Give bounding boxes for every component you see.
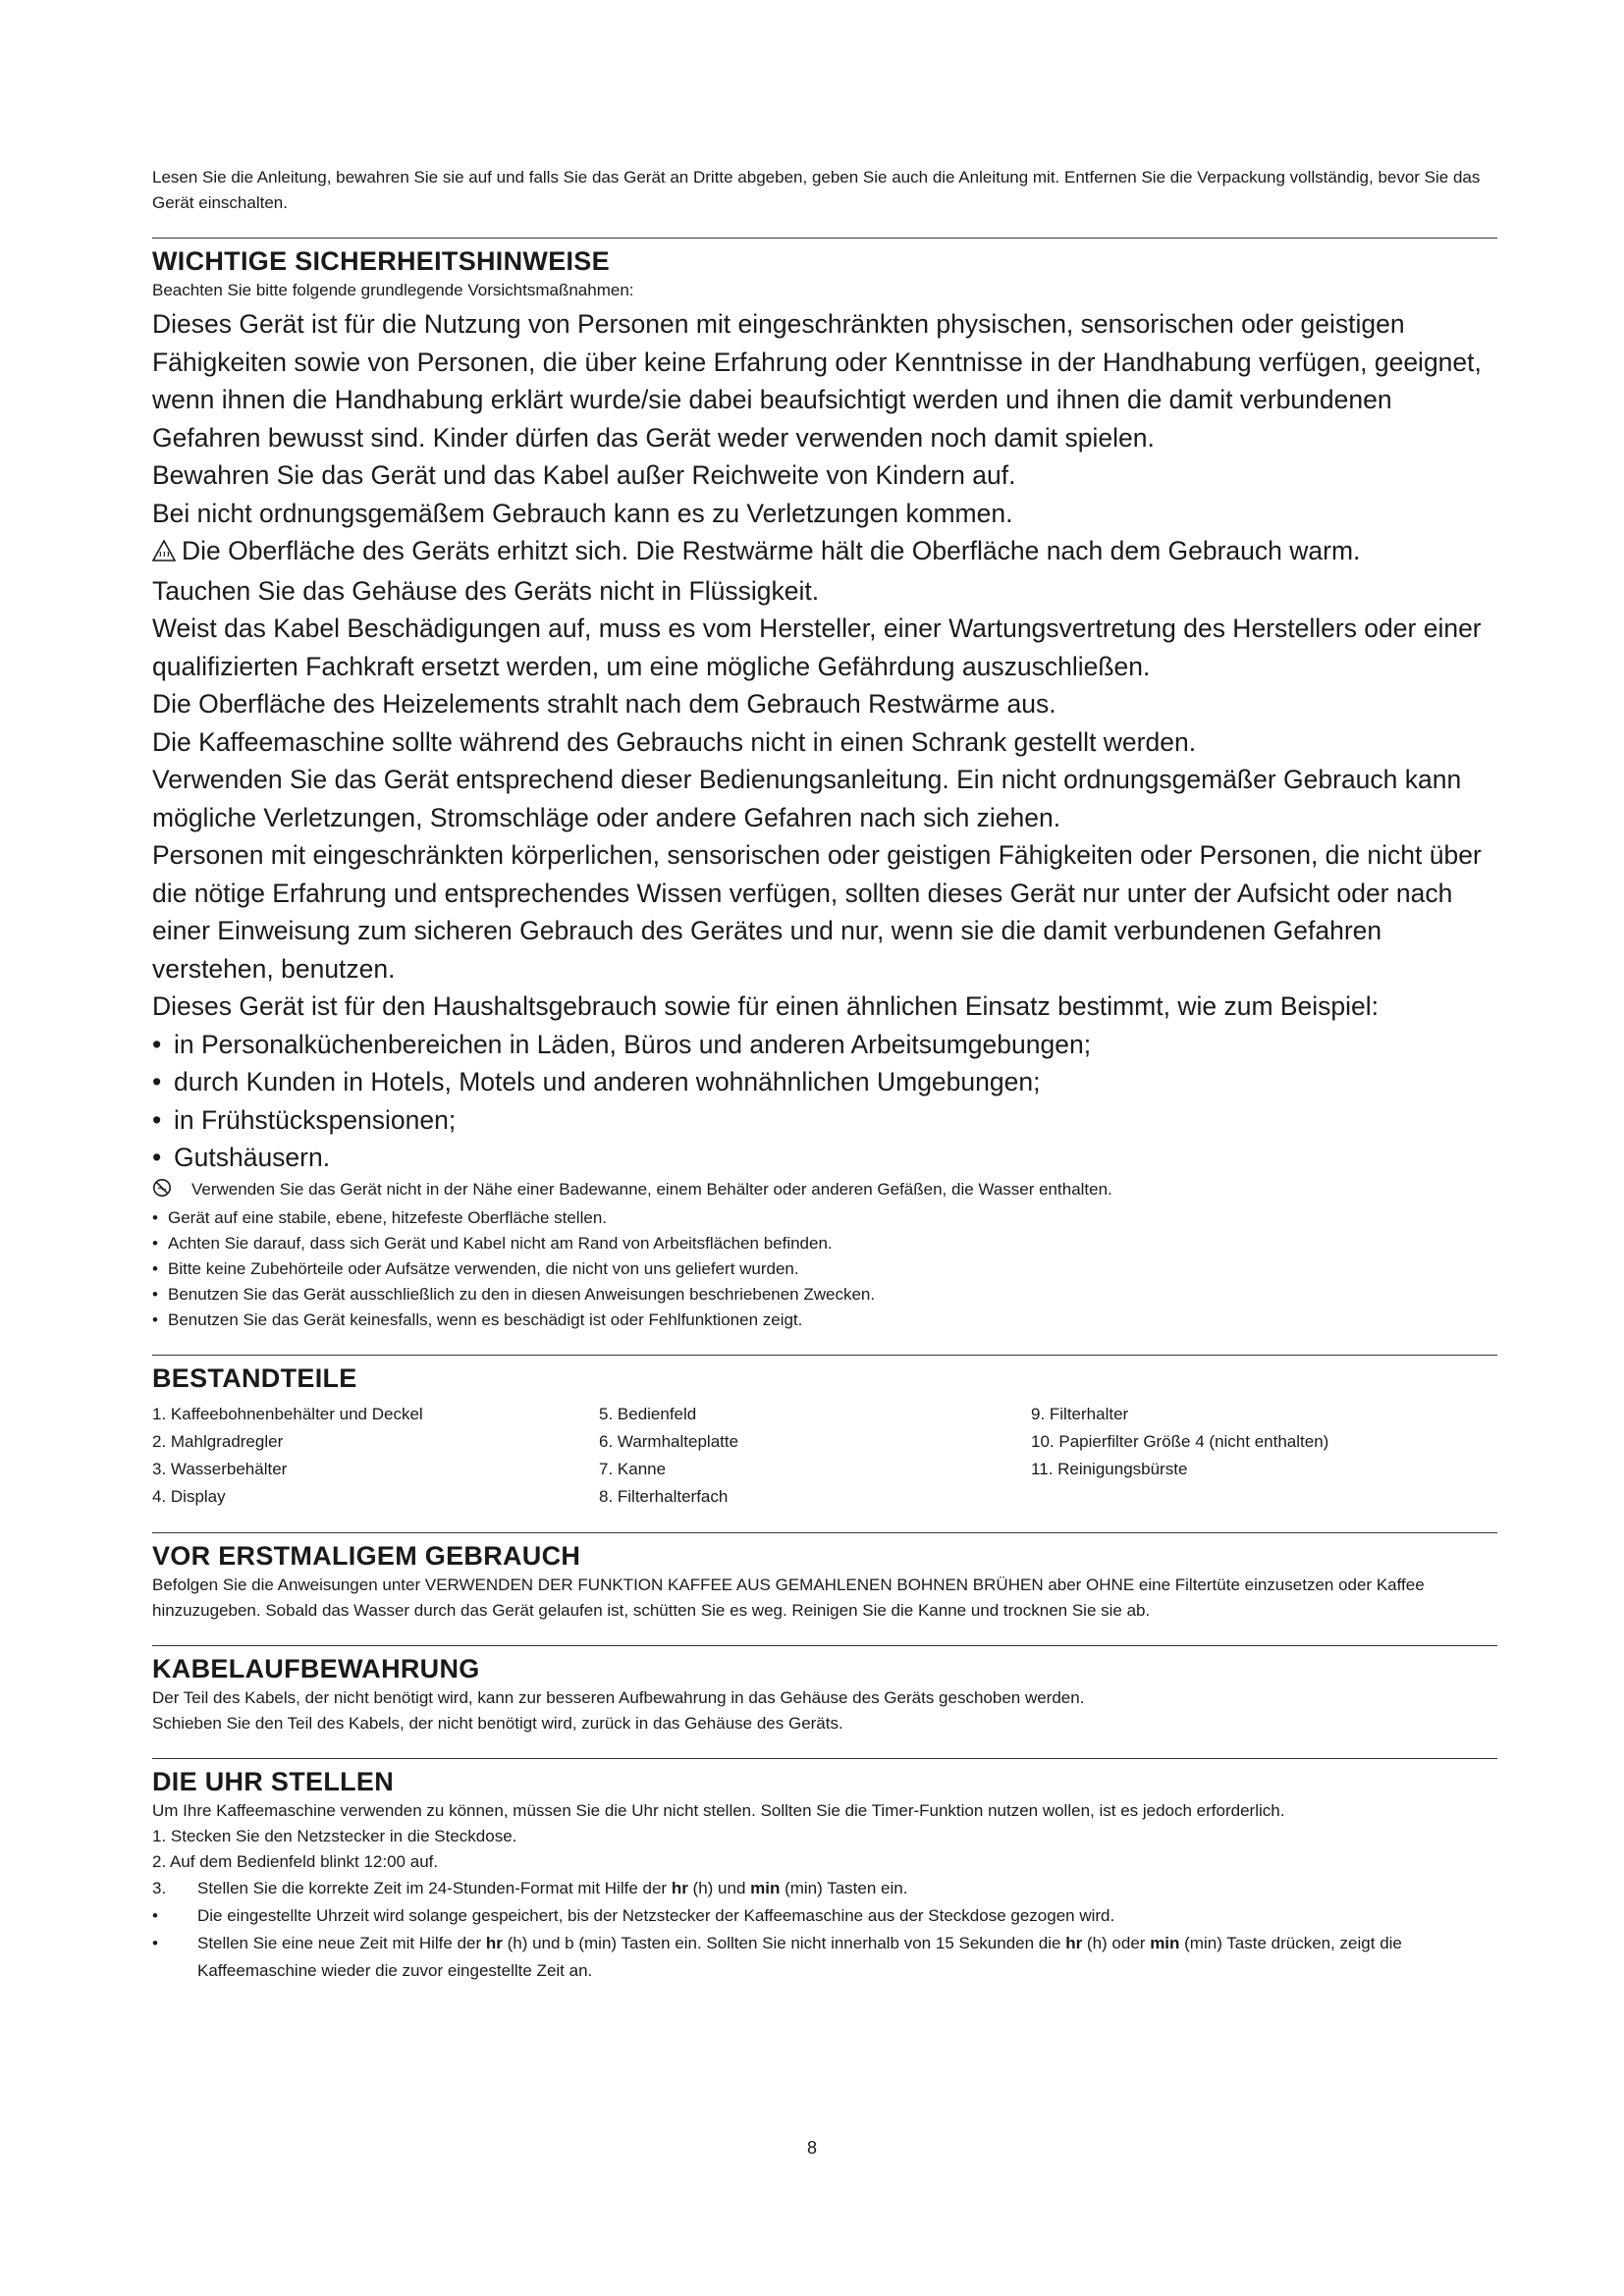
part-item: 10. Papierfilter Größe 4 (nicht enthalten) (1031, 1431, 1329, 1451)
small-list-item: • Benutzen Sie das Gerät ausschließlich zu den in diesen Anweisungen beschriebenen Zwecken. (152, 1282, 1497, 1308)
safety-section (152, 238, 1497, 1333)
bullet: • (152, 1258, 158, 1278)
use-list-item: • Gutshäusern. (152, 1139, 1497, 1177)
part-item: 6. Warmhalteplatte (599, 1431, 739, 1451)
clock-note (152, 1930, 1497, 1985)
hot-surface-warning-icon (152, 534, 182, 572)
clock-note (152, 1902, 1497, 1930)
bullet: • (152, 1207, 158, 1227)
clock-step: 1. Stecken Sie den Netzstecker in die Steckdose. (152, 1826, 517, 1845)
page-number: 8 (806, 2138, 817, 2158)
safety-paragraph: Tauchen Sie das Gehäuse des Geräts nicht in Flüssigkeit. (152, 575, 820, 606)
safety-heading: WICHTIGE SICHERHEITSHINWEISE (152, 246, 610, 276)
step-text: Stellen Sie die korrekte Zeit im 24-Stunden-Format mit Hilfe der hr (h) und min (min) Tasten ein. (197, 1878, 908, 1897)
parts-column-2 (599, 1401, 1031, 1511)
cable-heading: KABELAUFBEWAHRUNG (152, 1653, 480, 1683)
small-list-item: • Bitte keine Zubehörteile oder Aufsätze verwenden, die nicht von uns geliefert wurden. (152, 1256, 1497, 1282)
clock-step (152, 1875, 1497, 1902)
first-use-text: Befolgen Sie die Anweisungen unter VERWENDEN DER FUNKTION KAFFEE AUS GEMAHLENEN BOHNEN BRÜHEN aber OHNE eine Filtertüte einzusetzen oder Kaffee hinzuzugeben. Sobald das Wasser durch das Gerät gelaufen ist, schütten Sie es weg. Reinigen Sie die Kanne und trocknen Sie sie ab. (152, 1575, 1425, 1620)
safety-paragraph: Dieses Gerät ist für die Nutzung von Personen mit eingeschränkten physischen, sensorischen oder geistigen Fähigkeiten sowie von Personen, die über keine Erfahrung oder Kenntnisse in der Handhabung verfügen, geeignet, wenn ihnen die Handhabung erklärt wurde/sie dabei beaufsichtigt werden und ihnen die damit verbundenen Gefahren bewusst sind. Kinder dürfen das Gerät weder verwenden noch damit spielen. (152, 309, 1482, 453)
safety-paragraph-hot-surface (152, 532, 1497, 572)
use-list-item: • in Frühstückspensionen; (152, 1101, 1497, 1140)
bullet: • (152, 1143, 162, 1172)
intro-text: Lesen Sie die Anleitung, bewahren Sie sie auf und falls Sie das Gerät an Dritte abgeben, geben Sie auch die Anleitung mit. Entfernen Sie die Verpackung vollständig, bevor Sie das Gerät einschalten. (152, 168, 1481, 212)
bullet: • (152, 1067, 162, 1096)
part-item: 1. Kaffeebohnenbehälter und Deckel (152, 1404, 423, 1423)
use-list-item: • durch Kunden in Hotels, Motels und anderen wohnähnlichen Umgebungen; (152, 1063, 1497, 1101)
part-item: 9. Filterhalter (1031, 1404, 1129, 1423)
bullet: • (152, 1309, 158, 1329)
part-item: 3. Wasserbehälter (152, 1459, 288, 1478)
small-list-item: • Benutzen Sie das Gerät keinesfalls, wenn es beschädigt ist oder Fehlfunktionen zeigt. (152, 1308, 1497, 1333)
bullet: • (152, 1284, 158, 1304)
clock-intro: Um Ihre Kaffeemaschine verwenden zu können, müssen Sie die Uhr nicht stellen. Sollten Sie die Timer-Funktion nutzen wollen, ist es jedoch erforderlich. (152, 1800, 1285, 1820)
prohibited-water-icon (152, 1178, 191, 1205)
small-list-item: • Achten Sie darauf, dass sich Gerät und Kabel nicht am Rand von Arbeitsflächen befinden. (152, 1231, 1497, 1256)
clock-heading: DIE UHR STELLEN (152, 1766, 395, 1796)
hot-surface-text: Die Oberfläche des Geräts erhitzt sich. Die Restwärme hält die Oberfläche nach dem Gebrauch warm. (182, 536, 1361, 565)
parts-columns (152, 1401, 1497, 1511)
parts-column-1 (152, 1401, 599, 1511)
safety-paragraph: Bewahren Sie das Gerät und das Kabel außer Reichweite von Kindern auf. (152, 460, 1016, 490)
part-item: 7. Kanne (599, 1459, 667, 1478)
use-list-item: • in Personalküchenbereichen in Läden, Büros und anderen Arbeitsumgebungen; (152, 1026, 1497, 1064)
note-text: Stellen Sie eine neue Zeit mit Hilfe der hr (h) und b (min) Tasten ein. Sollten Sie nicht innerhalb von 15 Sekunden die hr (h) oder min (min) Taste drücken, zeigt die Kaffeemaschine wieder die zuvor eingestellte Zeit an. (197, 1933, 1402, 1980)
step-number: 3. (152, 1878, 167, 1897)
cable-section (152, 1645, 1497, 1736)
bullet: • (152, 1905, 158, 1925)
cable-text-1: Der Teil des Kabels, der nicht benötigt wird, kann zur besseren Aufbewahrung in das Gehäuse des Geräts geschoben werden. (152, 1687, 1085, 1707)
water-warning (152, 1177, 1497, 1205)
water-warning-text: Verwenden Sie das Gerät nicht in der Nähe einer Badewanne, einem Behälter oder anderen Gefäßen, die Wasser enthalten. (191, 1179, 1112, 1199)
cable-text-2: Schieben Sie den Teil des Kabels, der nicht benötigt wird, zurück in das Gehäuse des Geräts. (152, 1713, 843, 1733)
bullet: • (152, 1029, 162, 1059)
safety-paragraph: Die Oberfläche des Heizelements strahlt nach dem Gebrauch Restwärme aus. (152, 689, 1056, 719)
safety-paragraph: Verwenden Sie das Gerät entsprechend dieser Bedienungsanleitung. Ein nicht ordnungsgemäßer Gebrauch kann mögliche Verletzungen, Stromschläge oder andere Gefahren nach sich ziehen. (152, 765, 1462, 832)
bullet: • (152, 1933, 158, 1952)
safety-paragraph: Dieses Gerät ist für den Haushaltsgebrauch sowie für einen ähnlichen Einsatz bestimmt, wie zum Beispiel: (152, 991, 1380, 1021)
parts-column-3 (1031, 1401, 1497, 1511)
part-item: 4. Display (152, 1486, 226, 1506)
part-item: 8. Filterhalterfach (599, 1486, 729, 1506)
bullet: • (152, 1233, 158, 1253)
safety-paragraph: Die Kaffeemaschine sollte während des Gebrauchs nicht in einen Schrank gestellt werden. (152, 726, 1197, 757)
safety-paragraph: Bei nicht ordnungsgemäßem Gebrauch kann es zu Verletzungen kommen. (152, 498, 1013, 528)
safety-subheading: Beachten Sie bitte folgende grundlegende Vorsichtsmaßnahmen: (152, 281, 634, 299)
safety-paragraph: Personen mit eingeschränkten körperlichen, sensorischen oder geistigen Fähigkeiten oder Personen, die nicht über die nötige Erfahrung und entsprechendes Wissen verfügen, sollten dieses Gerät nur unter der Aufsicht oder nach einer Einweisung zum sicheren Gebrauch des Gerätes und nur, wenn sie die damit verbundenen Gefahren verstehen, benutzen. (152, 840, 1482, 984)
bullet: • (152, 1104, 162, 1135)
small-list-item: • Gerät auf eine stabile, ebene, hitzefeste Oberfläche stellen. (152, 1205, 1497, 1231)
note-text: Die eingestellte Uhrzeit wird solange gespeichert, bis der Netzstecker der Kaffeemaschine aus der Steckdose gezogen wird. (197, 1905, 1115, 1925)
parts-section (152, 1355, 1497, 1511)
part-item: 2. Mahlgradregler (152, 1431, 284, 1451)
safety-paragraph: Weist das Kabel Beschädigungen auf, muss es vom Hersteller, einer Wartungsvertretung des Herstellers oder einer qualifizierten Fachkraft ersetzt werden, um eine mögliche Gefährdung auszuschließen. (152, 614, 1482, 681)
clock-section (152, 1758, 1497, 1985)
part-item: 5. Bedienfeld (599, 1404, 697, 1423)
first-use-heading: VOR ERSTMALIGEM GEBRAUCH (152, 1540, 581, 1571)
part-item: 11. Reinigungsbürste (1031, 1459, 1188, 1478)
clock-step: 2. Auf dem Bedienfeld blinkt 12:00 auf. (152, 1851, 439, 1871)
parts-heading: BESTANDTEILE (152, 1362, 357, 1393)
manual-page (152, 165, 1497, 1985)
first-use-section (152, 1532, 1497, 1624)
